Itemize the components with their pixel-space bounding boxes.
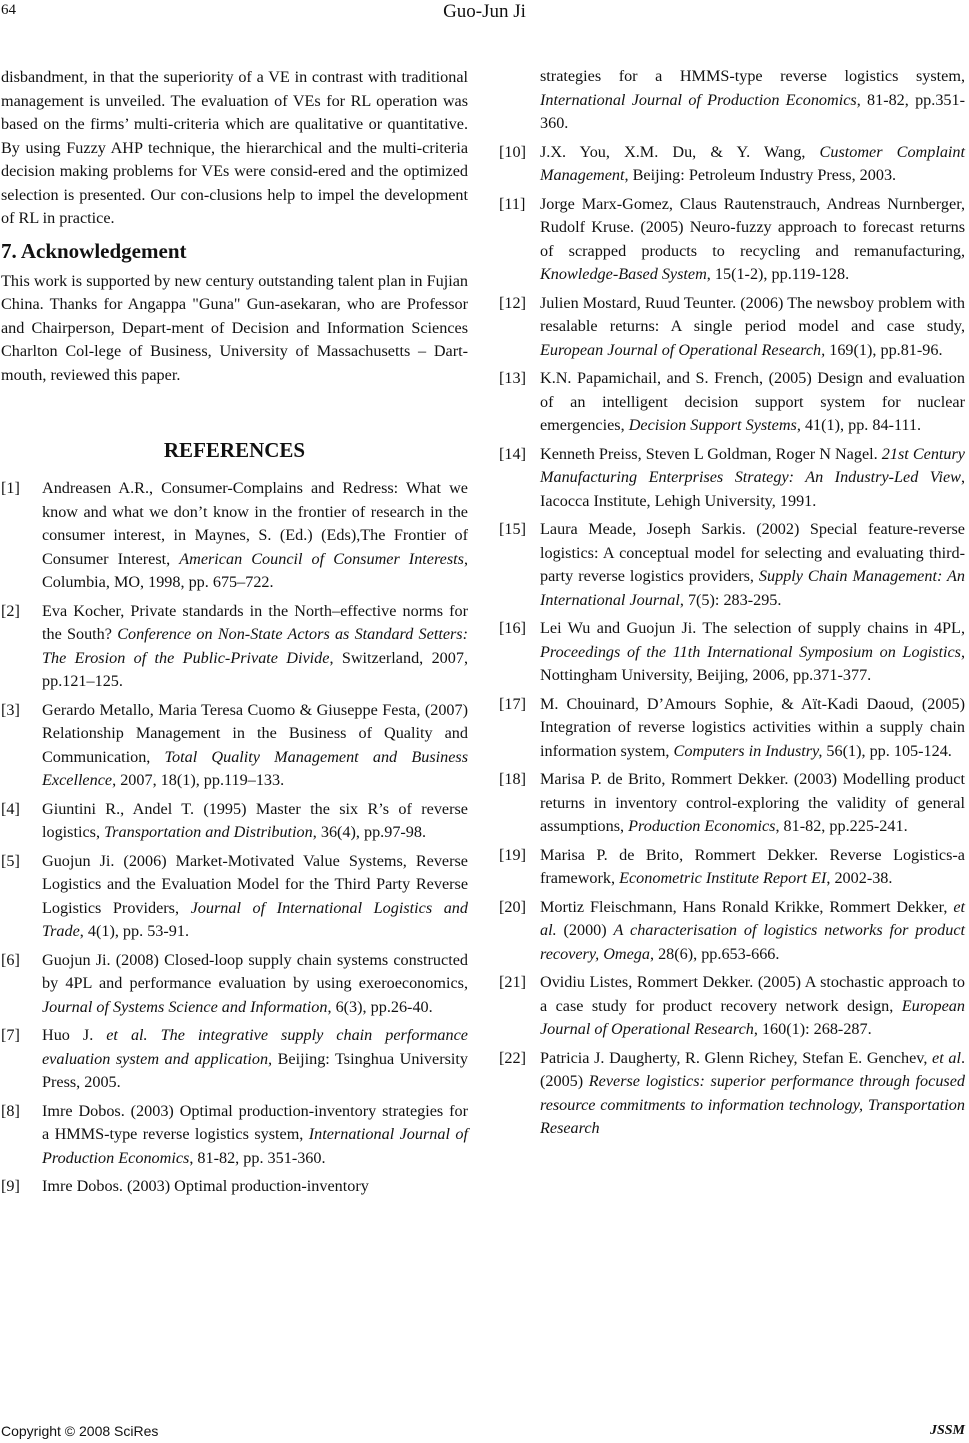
reference-italic-segment: Knowledge-Based System xyxy=(540,265,707,283)
reference-item xyxy=(1,477,468,595)
reference-number: [18] xyxy=(499,770,526,788)
reference-segment: , 2002-38. xyxy=(826,869,893,887)
reference-item xyxy=(499,844,965,891)
reference-text xyxy=(42,798,468,845)
reference-number: [11] xyxy=(499,194,526,213)
reference-segment: , 15(1-2), pp.119-128. xyxy=(706,265,850,283)
reference-italic-segment: Econometric Institute Report EI xyxy=(619,869,827,887)
reference-item xyxy=(499,971,965,1042)
left-column xyxy=(1,66,468,1204)
reference-item xyxy=(499,292,965,363)
reference-number: [8] xyxy=(1,1101,20,1120)
reference-item xyxy=(1,798,468,845)
reference-italic-segment: International Journal of Production Economics xyxy=(42,1125,468,1167)
reference-segment: , Nottingham University, Beijing, 2006, pp.371-377. xyxy=(540,642,965,684)
reference-segment: , 81-82, pp.351-360. xyxy=(540,90,965,132)
reference-number: [22] xyxy=(499,1048,526,1067)
reference-number-blank xyxy=(499,65,540,136)
reference-text xyxy=(540,367,965,438)
reference-segment: Imre Dobos. (2003) Optimal production-inventory strategies for a HMMS-type reverse logistics system, xyxy=(42,1101,468,1143)
reference-item xyxy=(499,443,965,514)
reference-italic-segment: Transportation and Distribution xyxy=(104,823,313,841)
reference-number: [7] xyxy=(1,1026,20,1044)
reference-item xyxy=(499,141,965,188)
reference-italic-segment: et al xyxy=(932,1048,961,1067)
reference-italic-segment: Decision Support Systems xyxy=(628,416,797,434)
reference-italic-segment: International Journal of Production Economics xyxy=(540,90,857,109)
reference-segment: , 28(6), pp.653-666. xyxy=(649,944,780,963)
reference-segment: , 41(1), pp. 84-111. xyxy=(796,416,922,434)
reference-italic-segment: Customer Complaint Management xyxy=(540,142,965,184)
reference-text xyxy=(540,844,965,891)
reference-segment: Kenneth Preiss, Steven L Goldman, Roger N Nagel. xyxy=(540,444,882,463)
reference-text xyxy=(42,477,468,595)
reference-item xyxy=(1,1175,468,1199)
reference-number: [19] xyxy=(499,845,526,864)
reference-italic-segment: et al. The integrative supply chain performance evaluation system and application, xyxy=(42,1026,468,1068)
reference-italic-segment: Supply Chain Management: An International Journal xyxy=(540,567,965,609)
reference-text xyxy=(540,768,965,839)
reference-segment: 56(1), pp. 105-124. xyxy=(822,741,952,760)
reference-segment: , 4(1), pp. 53-91. xyxy=(79,922,190,940)
reference-number: [9] xyxy=(1,1177,20,1195)
reference-item xyxy=(1,699,468,793)
reference-text xyxy=(540,971,965,1042)
reference-segment: , 36(4), pp.97-98. xyxy=(312,823,427,841)
references-heading: REFERENCES xyxy=(163,438,306,462)
reference-continuation xyxy=(499,65,965,136)
reference-italic-segment: European Journal of Operational Research xyxy=(540,996,965,1038)
reference-segment: Guojun Ji. (2008) Closed-loop supply chain systems constructed by 4PL and performance evaluation by using exeroeconomics, xyxy=(42,950,468,992)
reference-text xyxy=(540,896,965,967)
reference-italic-segment: Proceedings of the 11th International Symposium on Logistics xyxy=(540,642,961,661)
reference-segment: Patricia J. Daugherty, R. Glenn Richey, Stefan E. Genchev, xyxy=(540,1048,933,1067)
reference-item xyxy=(499,518,965,612)
reference-text xyxy=(42,850,468,944)
reference-text xyxy=(42,1024,468,1095)
reference-text xyxy=(540,141,965,188)
reference-number: [5] xyxy=(1,851,20,870)
reference-number: [15] xyxy=(499,520,526,538)
reference-segment: , Beijing: Petroleum Industry Press, 2003. xyxy=(624,166,897,184)
reference-segment: , 7(5): 283-295. xyxy=(679,590,782,609)
reference-segment: , 160(1): 268-287. xyxy=(753,1020,872,1038)
reference-segment: Beijing: Tsinghua University Press, 2005. xyxy=(42,1049,468,1091)
reference-item xyxy=(499,896,965,967)
reference-segment: Marisa P. de Brito, Rommert Dekker. Reverse Logistics-a framework, xyxy=(540,845,965,887)
reference-segment: Guojun Ji. (2006) Market-Motivated Value Systems, Reverse Logistics and the Evaluation Model for the Third Party Reverse Logistics Providers, xyxy=(42,851,468,917)
reference-segment: , Iacocca Institute, Lehigh University, 1991. xyxy=(540,468,965,510)
reference-text xyxy=(540,693,965,764)
reference-number: [10] xyxy=(499,142,526,161)
reference-number: [4] xyxy=(1,799,20,818)
reference-segment: Eva Kocher, Private standards in the North–effective norms for the South? xyxy=(42,601,468,643)
reference-segment: Jorge Marx-Gomez, Claus Rautenstrauch, Andreas Nurnberger, Rudolf Kruse. (2005) Neuro-fuzzy approach to forecast returns of scrapped products to recycling and remanufacturing, xyxy=(540,194,965,260)
reference-italic-segment: Conference on Non-State Actors as Standard Setters: The Erosion of the Public-Private Divide xyxy=(42,625,469,667)
journal-footer: JSSM xyxy=(929,1423,965,1438)
reference-italic-segment: American Council of Consumer Interests xyxy=(179,549,464,568)
acknowledgement-paragraph: This work is supported by new century outstanding talent plan in Fujian China. Thanks for Angappa "Guna" Gun-asekaran, who are Professor and Chairperson, Depart-ment of Decision and Information Sciences Charlton Col-lege of Business, University of Massachusetts – Dart-mouth, reviewed this paper. xyxy=(1,271,468,384)
reference-italic-segment: Total Quality Management and Business Excellence xyxy=(42,747,468,789)
reference-text xyxy=(540,617,965,688)
reference-number: [14] xyxy=(499,444,526,463)
copyright-footer: Copyright © 2008 SciRes xyxy=(1,1423,159,1439)
reference-segment: Laura Meade, Joseph Sarkis. (2002) Special feature-reverse logistics: A conceptual model for selecting and evaluating third-party reverse logistics providers, xyxy=(540,520,965,585)
reference-italic-segment: European Journal of Operational Research, xyxy=(540,340,826,359)
reference-segment: , 81-82, pp. 351-360. xyxy=(189,1148,326,1167)
running-header-author: Guo-Jun Ji xyxy=(443,1,526,22)
reference-segment: M. Chouinard, D’Amours Sophie, & Aït-Kadi Daoud, (2005) Integration of reverse logistics activities within a supply chain information system, xyxy=(540,694,965,760)
reference-number: [21] xyxy=(499,973,526,991)
reference-text xyxy=(540,1047,965,1141)
reference-number: [6] xyxy=(1,950,20,969)
reference-segment: K.N. Papamichail, and S. French, (2005) Design and evaluation of an intelligent decision support system for nuclear emergencies, xyxy=(540,369,965,434)
reference-segment: , 6(3), pp.26-40. xyxy=(327,997,433,1016)
reference-text xyxy=(540,193,965,287)
reference-segment: . (2005) xyxy=(540,1048,965,1090)
reference-number: [17] xyxy=(499,694,526,713)
reference-segment: Andreasen A.R., Consumer-Complains and Redress: What we know and what we don’t know in the frontier of research in the consumer interest, in Maynes, S. (Ed.) (Eds),The Frontier of Consumer Interest, xyxy=(42,479,468,568)
reference-segment: Ovidiu Listes, Rommert Dekker. (2005) A stochastic approach to a case study for product recovery network design, xyxy=(540,973,965,1015)
reference-number: [1] xyxy=(1,479,20,497)
reference-text xyxy=(42,600,468,694)
reference-segment: Huo J. xyxy=(42,1026,107,1044)
reference-segment: strategies for a HMMS-type reverse logistics system, xyxy=(540,67,965,85)
reference-item xyxy=(499,1047,965,1141)
reference-segment: 169(1), pp.81-96. xyxy=(825,340,943,359)
reference-segment: Giuntini R., Andel T. (1995) Master the six R’s of reverse logistics, xyxy=(42,799,468,841)
reference-text xyxy=(42,1175,468,1199)
reference-item xyxy=(499,693,965,764)
reference-item xyxy=(1,850,468,944)
reference-number: [12] xyxy=(499,293,526,312)
reference-text xyxy=(42,1100,468,1171)
reference-item xyxy=(499,367,965,438)
reference-italic-segment: A characterisation of logistics networks for product recovery, Omega xyxy=(540,921,966,963)
reference-segment: , 81-82, pp.225-241. xyxy=(775,817,908,835)
reference-segment: Mortiz Fleischmann, Hans Ronald Krikke, Rommert Dekker, xyxy=(540,897,954,916)
reference-segment: (2000) xyxy=(556,921,614,939)
reference-item xyxy=(499,193,965,287)
reference-number: [2] xyxy=(1,601,20,620)
reference-text xyxy=(540,65,965,136)
reference-number: [16] xyxy=(499,619,526,637)
reference-text xyxy=(540,518,965,612)
reference-number: [20] xyxy=(499,897,526,916)
reference-italic-segment: Reverse logistics: superior performance through focused resource commitments to information technology, Transportation Research xyxy=(540,1072,965,1137)
reference-item xyxy=(1,1100,468,1171)
reference-item xyxy=(1,600,468,694)
conclusion-paragraph: disbandment, in that the superiority of a VE in contrast with traditional management is unveiled. The evaluation of VEs for RL operation was based on the firms’ multi-criteria which are qualitative or quantitative. By using Fuzzy AHP technique, the hierarchical and the multi-criteria decision making problems for VEs were consid-ered and the optimized selection is presented. Our con-clusions help to impel the development of RL in practice. xyxy=(1,68,468,227)
reference-segment: , 2007, 18(1), pp.119–133. xyxy=(112,771,285,789)
right-column xyxy=(499,65,965,1146)
reference-segment: J.X. You, X.M. Du, & Y. Wang, xyxy=(540,142,820,161)
reference-italic-segment: Production Economics xyxy=(628,817,776,835)
page-number: 64 xyxy=(1,2,16,18)
reference-segment: Lei Wu and Guojun Ji. The selection of supply chains in 4PL, xyxy=(540,619,965,637)
reference-number: [3] xyxy=(1,700,20,719)
reference-segment: , Columbia, MO, 1998, pp. 675–722. xyxy=(42,549,468,591)
reference-item xyxy=(1,949,468,1020)
reference-segment: Julien Mostard, Ruud Teunter. (2006) The newsboy problem with resalable returns: A single period model and case study, xyxy=(540,293,965,335)
reference-text xyxy=(42,699,468,793)
reference-segment: , Switzerland, 2007, pp.121–125. xyxy=(42,648,468,690)
reference-item xyxy=(499,768,965,839)
reference-italic-segment: et al. xyxy=(540,897,965,939)
reference-text xyxy=(540,292,965,363)
reference-segment: Gerardo Metallo, Maria Teresa Cuomo & Giuseppe Festa, (2007) Relationship Management in the Business of Quality and Communication, xyxy=(42,700,468,766)
reference-text xyxy=(42,949,468,1020)
reference-number: [13] xyxy=(499,369,526,387)
reference-item xyxy=(499,617,965,688)
references-list-right xyxy=(499,141,965,1141)
references-list-left xyxy=(1,477,468,1199)
reference-segment: Marisa P. de Brito, Rommert Dekker. (2003) Modelling product returns in inventory control-exploring the validity of general assumptions, xyxy=(540,770,965,835)
acknowledgement-heading: 7. Acknowledgement xyxy=(1,238,187,263)
reference-italic-segment: Journal of Systems Science and Information xyxy=(42,997,328,1016)
reference-italic-segment: Journal of International Logistics and Trade xyxy=(42,898,468,940)
reference-segment: Imre Dobos. (2003) Optimal production-inventory xyxy=(42,1177,369,1195)
reference-item xyxy=(1,1024,468,1095)
reference-text xyxy=(540,443,965,514)
reference-italic-segment: 21st Century Manufacturing Enterprises Strategy: An Industry-Led View xyxy=(540,444,965,486)
reference-italic-segment: Computers in Industry, xyxy=(673,741,823,760)
